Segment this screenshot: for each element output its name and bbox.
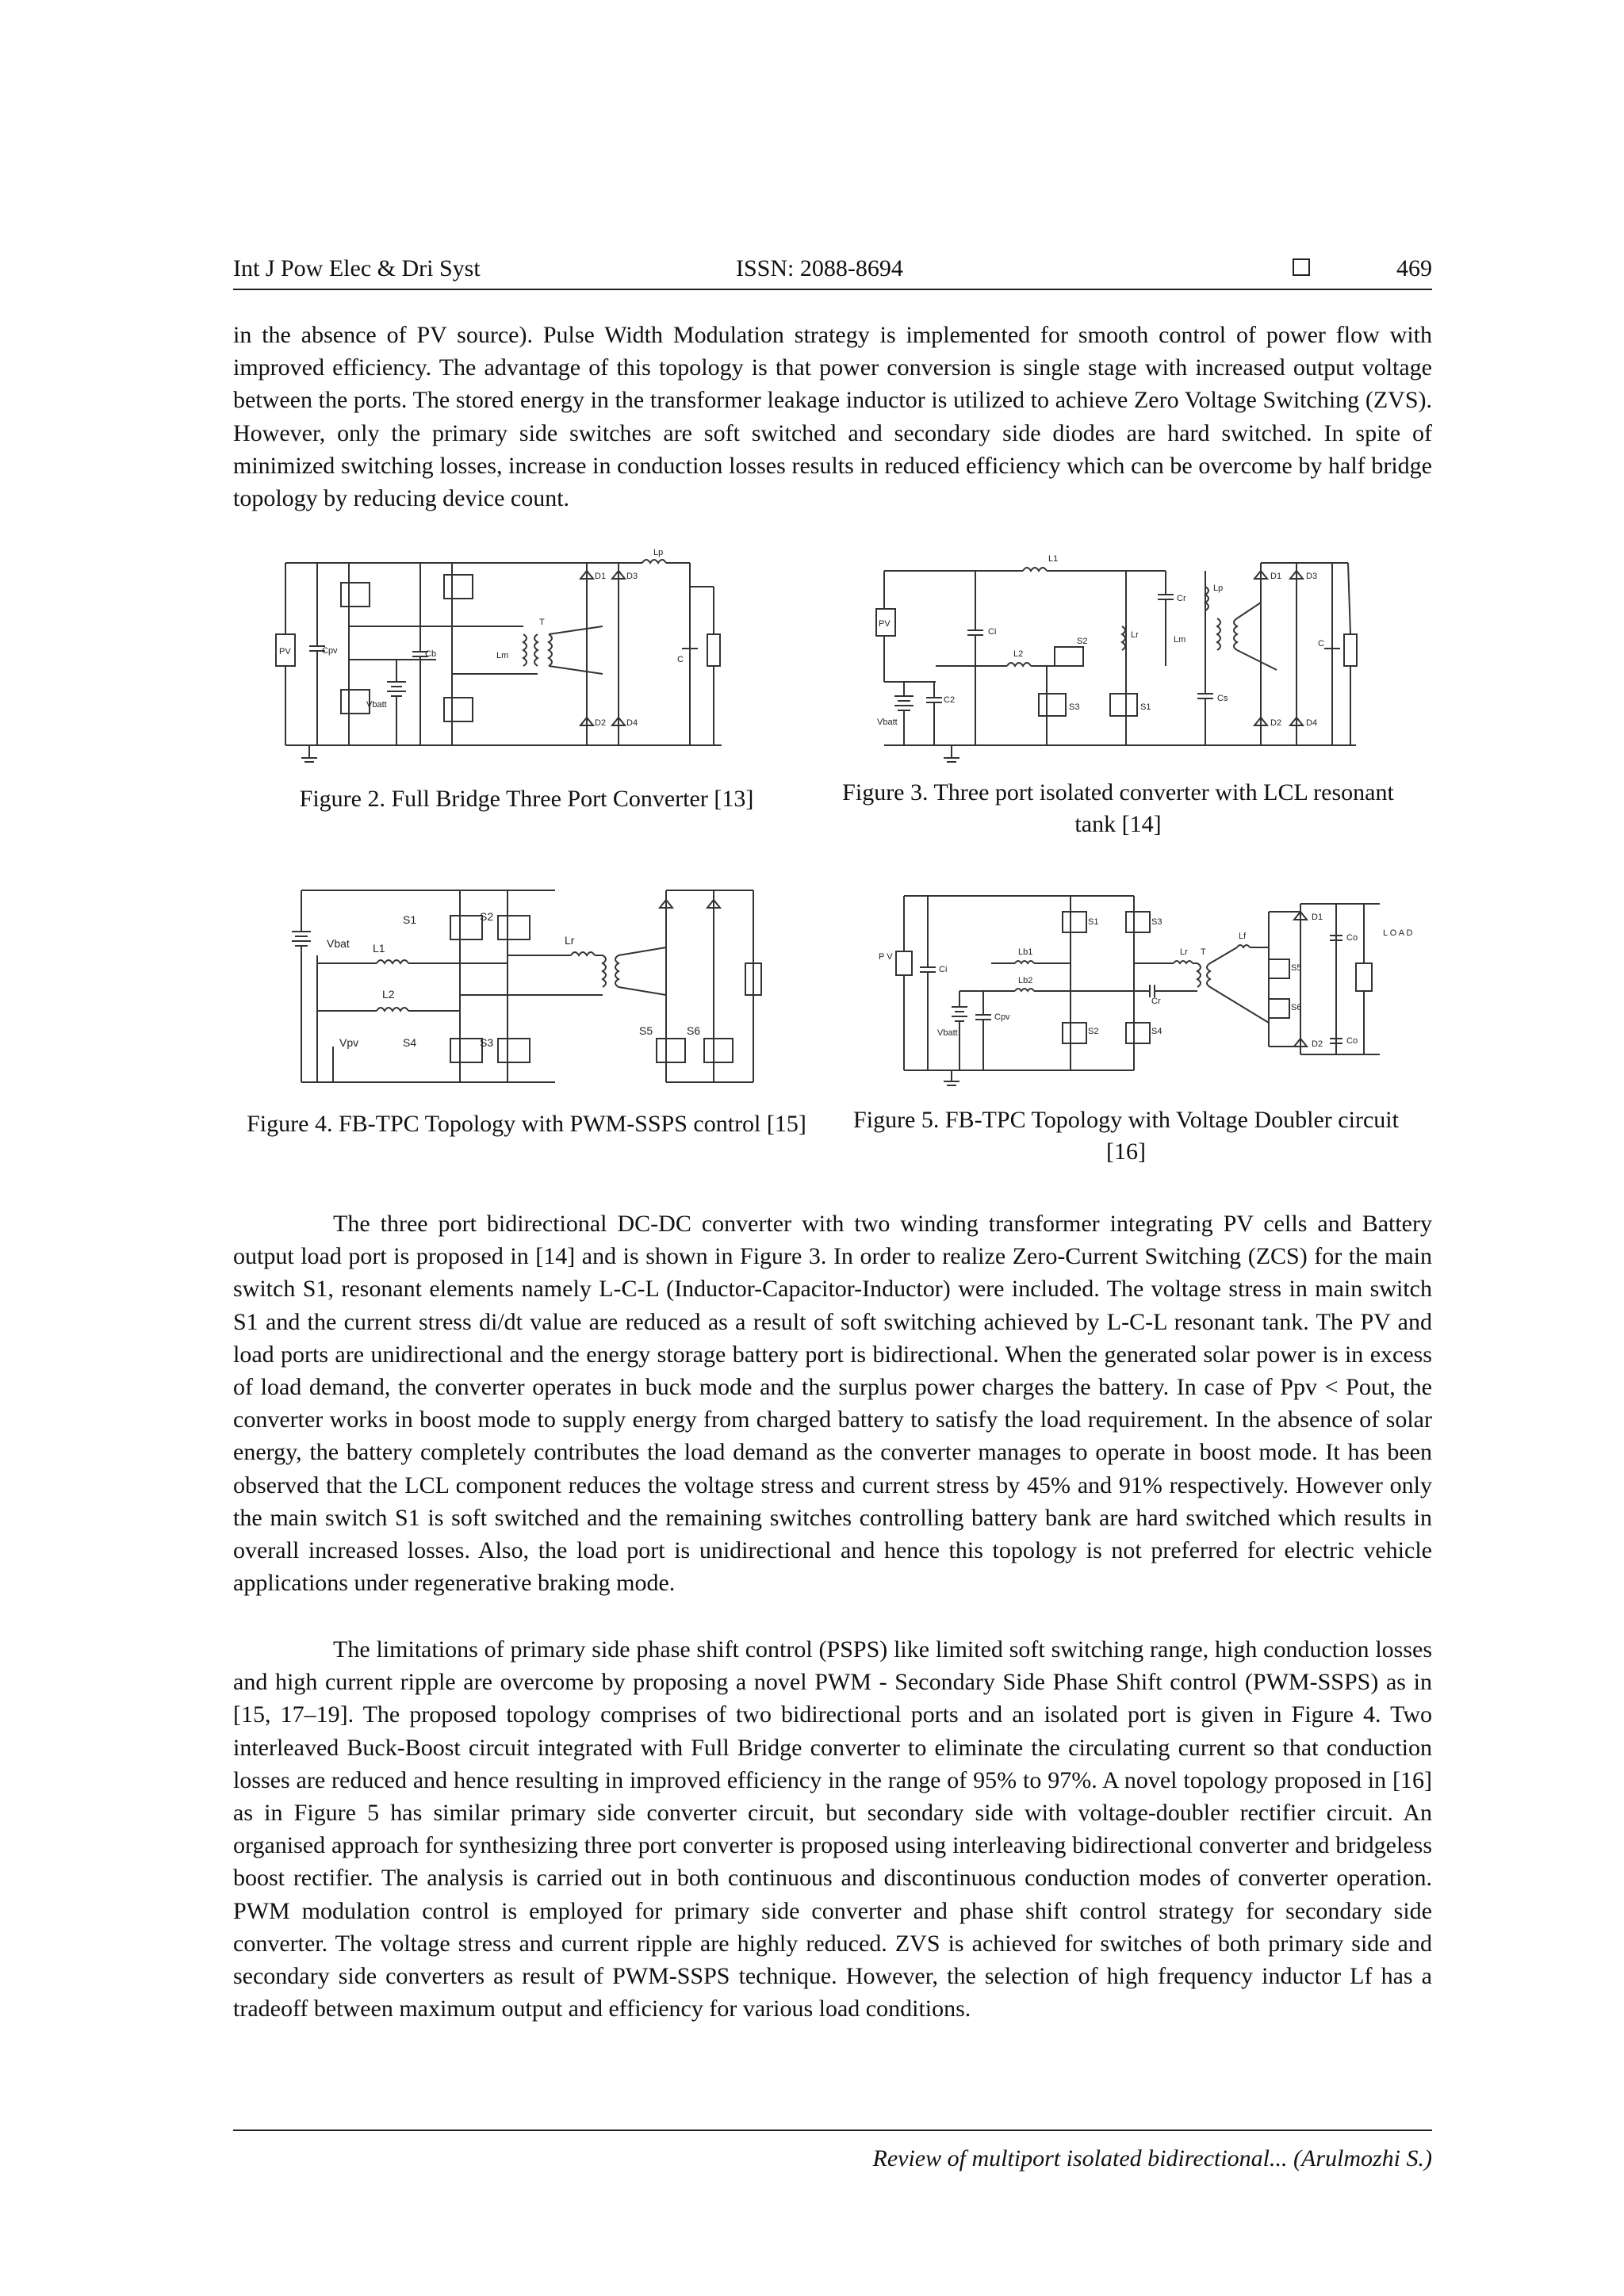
svg-text:S3: S3 bbox=[480, 1036, 494, 1049]
svg-text:Lr: Lr bbox=[1131, 630, 1139, 640]
svg-text:Cpv: Cpv bbox=[322, 646, 338, 656]
svg-text:D3: D3 bbox=[626, 572, 638, 581]
figure-4-circuit bbox=[270, 884, 793, 1098]
svg-text:L2: L2 bbox=[1013, 649, 1024, 659]
figure-3 bbox=[864, 555, 1372, 769]
svg-text:L2: L2 bbox=[382, 988, 395, 1001]
svg-text:S6: S6 bbox=[1291, 1003, 1302, 1012]
svg-text:Cpv: Cpv bbox=[994, 1012, 1010, 1022]
svg-text:Ci: Ci bbox=[988, 627, 997, 637]
svg-text:D2: D2 bbox=[1270, 718, 1282, 728]
svg-text:D4: D4 bbox=[1306, 718, 1318, 728]
svg-text:Vbatt: Vbatt bbox=[877, 718, 898, 727]
svg-text:S4: S4 bbox=[403, 1036, 417, 1049]
svg-text:Vpv: Vpv bbox=[339, 1036, 359, 1049]
svg-text:Lp: Lp bbox=[653, 548, 664, 557]
svg-text:L O A D: L O A D bbox=[1383, 928, 1413, 938]
svg-text:S2: S2 bbox=[1088, 1027, 1099, 1036]
svg-text:P V: P V bbox=[879, 952, 893, 962]
svg-text:L1: L1 bbox=[373, 942, 385, 955]
figure-5 bbox=[872, 888, 1413, 1102]
svg-text:Cb: Cb bbox=[425, 649, 437, 659]
svg-text:D3: D3 bbox=[1306, 572, 1318, 581]
svg-text:Lf: Lf bbox=[1239, 932, 1247, 941]
svg-text:S1: S1 bbox=[1140, 702, 1151, 712]
svg-text:Lb1: Lb1 bbox=[1018, 947, 1033, 957]
svg-text:S1: S1 bbox=[1088, 917, 1099, 927]
svg-text:Lr: Lr bbox=[1180, 947, 1188, 957]
page-header bbox=[233, 252, 1432, 290]
svg-text:Vbat: Vbat bbox=[327, 937, 350, 950]
figure-5-circuit bbox=[872, 888, 1413, 1102]
issn: ISSN: 2088-8694 bbox=[736, 255, 903, 281]
svg-text:S4: S4 bbox=[1151, 1027, 1162, 1036]
svg-text:Lp: Lp bbox=[1213, 584, 1224, 593]
paragraph-1: in the absence of PV source). Pulse Width Modulation strategy is implemented for smooth control of power flow with improved efficiency. The advantage of this topology is that power conversion is single stage with increased output voltage between the ports. The stored energy in the transformer leakage inductor is utilized to achieve Zero Voltage Switching (ZVS). However, only the primary side switches are soft switched and secondary side diodes are hard switched. In spite of minimized switching losses, increase in conduction losses results in reduced efficiency which can be overcome by half bridge topology by reducing device count. bbox=[233, 322, 1432, 512]
footer-rule bbox=[233, 2130, 1432, 2131]
svg-text:T: T bbox=[539, 618, 545, 627]
paragraph-2: The three port bidirectional DC-DC converter with two winding transformer integrating PV cells and Battery output load port is proposed in [14] and is shown in Figure 3. In order to realize Zero-Current Switching (ZCS) for the main switch S1, resonant elements namely L-C-L (Inductor-Capacitor-Inductor) were included. The voltage stress in main switch S1 and the current stress di/dt value are reduced as a result of soft switching achieved by L-C-L resonant tank. The PV and load ports are unidirectional and the energy storage battery port is bidirectional. When the generated solar power is in excess of load demand, the converter operates in buck mode and the surplus power charges the battery. In case of Ppv < Pout, the converter works in boost mode to supply energy from charged battery to satisfy the load requirement. In the absence of solar energy, the battery completely contributes the load demand as the converter manages to operate in boost mode. It has been observed that the LCL component reduces the voltage stress and current stress by 45% and 91% respectively. However only the main switch S1 is soft switched and the remaining switches controlling battery bank are hard switched which results in overall increased losses. Also, the load port is unidirectional and hence this topology is not preferred for electric vehicle applications under regenerative braking mode. bbox=[233, 1211, 1432, 1597]
svg-text:L1: L1 bbox=[1048, 554, 1059, 564]
svg-text:C: C bbox=[1318, 639, 1324, 649]
svg-text:Co: Co bbox=[1346, 1036, 1358, 1046]
svg-text:Lr: Lr bbox=[565, 934, 575, 947]
svg-text:Cs: Cs bbox=[1217, 694, 1228, 703]
journal-name: Int J Pow Elec & Dri Syst bbox=[233, 255, 481, 281]
svg-text:S3: S3 bbox=[1151, 917, 1162, 927]
page-number: 469 bbox=[1396, 255, 1432, 281]
svg-text:PV: PV bbox=[879, 619, 891, 629]
svg-text:S5: S5 bbox=[639, 1024, 653, 1037]
svg-text:S6: S6 bbox=[687, 1024, 701, 1037]
svg-text:S3: S3 bbox=[1069, 702, 1080, 712]
svg-text:Lb2: Lb2 bbox=[1018, 976, 1033, 985]
svg-text:T: T bbox=[1201, 947, 1206, 957]
svg-text:Co: Co bbox=[1346, 933, 1358, 943]
paragraph-3: The limitations of primary side phase shift control (PSPS) like limited soft switching range, high conduction losses and high current ripple are overcome by proposing a novel PWM - Secondary Side Phase Shift control (PWM-SSPS) as in [15, 17–19]. The proposed topology comprises of two bidirectional ports and an isolated port is given in Figure 4. Two interleaved Buck-Boost circuit integrated with Full Bridge converter to eliminate the circulating current so that conduction losses are reduced and hence resulting in improved efficiency in the range of 95% to 97%. A novel topology proposed in [16] as in Figure 5 has similar primary side converter circuit, but secondary side with voltage-doubler rectifier circuit. An organised approach for synthesizing three port converter is proposed using interleaving bidirectional converter and bridgeless boost rectifier. The analysis is carried out in both continuous and discontinuous conduction modes of converter operation. PWM modulation control is employed for primary side converter and phase shift control strategy for secondary side converter. The voltage stress and current ripple are highly reduced. ZVS is achieved for switches of both primary side and secondary side converters as result of PWM-SSPS technique. However, the selection of high frequency inductor Lf has a tradeoff between maximum output and efficiency for various load conditions. bbox=[233, 1636, 1432, 2022]
svg-text:D4: D4 bbox=[626, 718, 638, 728]
figure-5-caption: Figure 5. FB-TPC Topology with Voltage Doubler circuit [16] bbox=[853, 1107, 1399, 1165]
figure-3-caption: Figure 3. Three port isolated converter with LCL resonant tank [14] bbox=[842, 779, 1394, 837]
svg-text:Vbatt: Vbatt bbox=[937, 1028, 958, 1038]
square-icon bbox=[1293, 258, 1310, 276]
svg-text:D2: D2 bbox=[595, 718, 607, 728]
svg-text:D1: D1 bbox=[1312, 913, 1323, 922]
svg-text:Cr: Cr bbox=[1177, 594, 1186, 603]
figure-2 bbox=[262, 548, 785, 769]
svg-text:S1: S1 bbox=[403, 913, 417, 926]
svg-text:Vbatt: Vbatt bbox=[366, 700, 387, 710]
svg-text:Lm: Lm bbox=[1174, 635, 1186, 645]
svg-text:Cr: Cr bbox=[1151, 997, 1161, 1006]
svg-text:Ci: Ci bbox=[939, 965, 948, 974]
svg-text:C: C bbox=[677, 655, 684, 664]
figure-4-caption: Figure 4. FB-TPC Topology with PWM-SSPS control [15] bbox=[247, 1111, 806, 1137]
svg-text:D1: D1 bbox=[595, 572, 607, 581]
svg-text:S5: S5 bbox=[1291, 963, 1302, 973]
page-footer: Review of multiport isolated bidirectional... (Arulmozhi S.) bbox=[872, 2145, 1432, 2172]
svg-text:S2: S2 bbox=[480, 910, 494, 923]
svg-text:PV: PV bbox=[279, 647, 291, 656]
svg-text:Lm: Lm bbox=[496, 651, 509, 660]
figure-2-caption: Figure 2. Full Bridge Three Port Converter [13] bbox=[299, 786, 754, 812]
figure-4 bbox=[270, 884, 793, 1098]
svg-text:D2: D2 bbox=[1312, 1039, 1323, 1049]
figure-2-circuit bbox=[262, 548, 785, 769]
svg-text:C2: C2 bbox=[944, 695, 956, 705]
figure-3-circuit bbox=[864, 555, 1372, 769]
svg-text:S2: S2 bbox=[1077, 637, 1088, 646]
svg-text:D1: D1 bbox=[1270, 572, 1282, 581]
